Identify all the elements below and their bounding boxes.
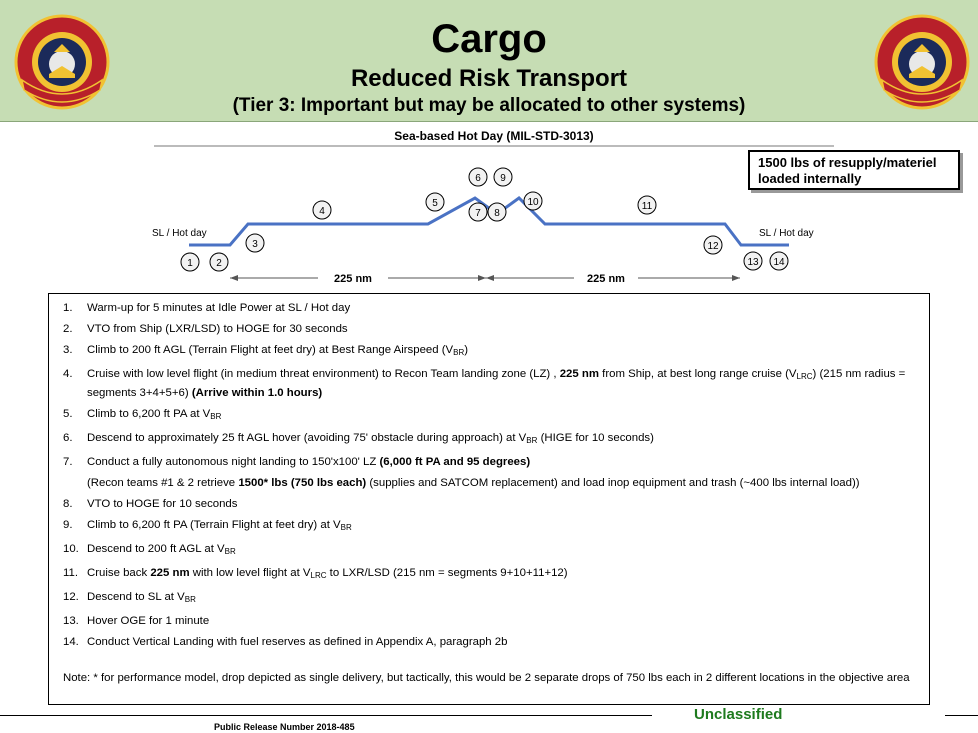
step-7-detail: (Recon teams #1 & 2 retrieve 1500* lbs (750 lbs each) (supplies and SATCOM replacement) and load inop equipment and trash (~400 lbs internal load))	[87, 477, 860, 489]
public-release-number: Public Release Number 2018-485	[214, 722, 355, 732]
svg-text:2: 2	[216, 258, 222, 269]
page-title: Cargo	[431, 17, 547, 61]
svg-text:1: 1	[187, 258, 193, 269]
footer-rule-right	[945, 715, 978, 716]
svg-text:9: 9	[500, 173, 506, 184]
svg-text:14: 14	[773, 257, 785, 268]
svg-text:8: 8	[494, 208, 500, 219]
svg-text:3: 3	[252, 239, 258, 250]
segment-marker-14	[770, 252, 788, 270]
step-7: 7. Conduct a fully autonomous night landing to 150'x100' LZ (6,000 ft PA and 95 degrees) (Recon teams #1 & 2 retrieve 1500* lbs (750 lbs each) (supplies and SATCOM replacement) and load inop equipment and trash (~400 lbs internal load))	[63, 454, 919, 491]
svg-text:12: 12	[707, 241, 719, 252]
segment-marker-5	[426, 193, 444, 211]
step-1: 1. Warm-up for 5 minutes at Idle Power at SL / Hot day	[63, 302, 351, 314]
footnote: Note: * for performance model, drop depicted as single delivery, but tactically, this would be 2 separate drops of 750 lbs each in 2 different locations in the objective area	[63, 672, 910, 684]
mission-steps-box	[48, 293, 930, 705]
step-4: 4. Cruise with low level flight (in medium threat environment) to Recon Team landing zone (LZ) , 225 nm from Ship, at best long range cruise (VLRC) (215 nm radius = segments 3+4+5+6) (Arrive within 1.0 hours)	[63, 368, 906, 399]
segment-marker-10	[524, 192, 542, 210]
svg-text:10: 10	[527, 197, 539, 208]
svg-text:13: 13	[747, 257, 759, 268]
svg-text:4: 4	[319, 206, 325, 217]
segment-marker-9	[494, 168, 512, 186]
step-11: 11. Cruise back 225 nm with low level flight at VLRC to LXR/LSD (215 nm = segments 9+10+11+12)	[63, 567, 568, 580]
distance-back-label: 225 nm	[587, 273, 625, 285]
profile-title: Sea-based Hot Day (MIL-STD-3013)	[394, 129, 594, 143]
segment-marker-11	[638, 196, 656, 214]
segment-markers	[181, 168, 788, 271]
step-12: 12. Descend to SL at VBR	[63, 591, 196, 604]
segment-marker-4	[313, 201, 331, 219]
left-sl-label: SL / Hot day	[152, 228, 207, 239]
svg-text:11: 11	[641, 201, 653, 212]
mission-profile-diagram	[0, 122, 978, 292]
step-2: 2. VTO from Ship (LXR/LSD) to HOGE for 30 seconds	[63, 323, 348, 335]
step-14: 14. Conduct Vertical Landing with fuel reserves as defined in Appendix A, paragraph 2b	[63, 636, 508, 648]
segment-marker-1	[181, 253, 199, 271]
distance-out-arrow	[230, 273, 486, 285]
segment-marker-7	[469, 203, 487, 221]
segment-marker-12	[704, 236, 722, 254]
step-10: 10. Descend to 200 ft AGL at VBR	[63, 543, 236, 556]
segment-marker-8	[488, 203, 506, 221]
step-13: 13. Hover OGE for 1 minute	[63, 615, 210, 627]
svg-text:7: 7	[475, 208, 481, 219]
classification-label: Unclassified	[694, 706, 783, 723]
page-subtitle: Reduced Risk Transport	[350, 65, 628, 92]
step-9: 9. Climb to 6,200 ft PA (Terrain Flight at feet dry) at VBR	[63, 519, 352, 532]
payload-line-2: loaded internally	[758, 171, 862, 186]
step-6: 6. Descend to approximately 25 ft AGL hover (avoiding 75' obstacle during approach) at VBR (HIGE for 10 seconds)	[63, 432, 654, 445]
svg-text:5: 5	[432, 198, 438, 209]
tier-label: (Tier 3: Important but may be allocated to other systems)	[232, 95, 746, 116]
step-5: 5. Climb to 6,200 ft PA at VBR	[63, 408, 222, 421]
segment-marker-2	[210, 253, 228, 271]
svg-text:6: 6	[475, 173, 481, 184]
step-3: 3. Climb to 200 ft AGL (Terrain Flight at feet dry) at Best Range Airspeed (VBR)	[63, 344, 469, 357]
mission-profile-line	[189, 198, 789, 245]
payload-line-1: 1500 lbs of resupply/materiel	[758, 155, 937, 170]
footer-rule-left	[0, 715, 652, 716]
distance-out-label: 225 nm	[334, 273, 372, 285]
segment-marker-13	[744, 252, 762, 270]
payload-callout	[748, 150, 960, 190]
segment-marker-6	[469, 168, 487, 186]
segment-marker-3	[246, 234, 264, 252]
step-8: 8. VTO to HOGE for 10 seconds	[63, 498, 238, 510]
distance-back-arrow	[486, 273, 740, 285]
right-sl-label: SL / Hot day	[759, 228, 814, 239]
